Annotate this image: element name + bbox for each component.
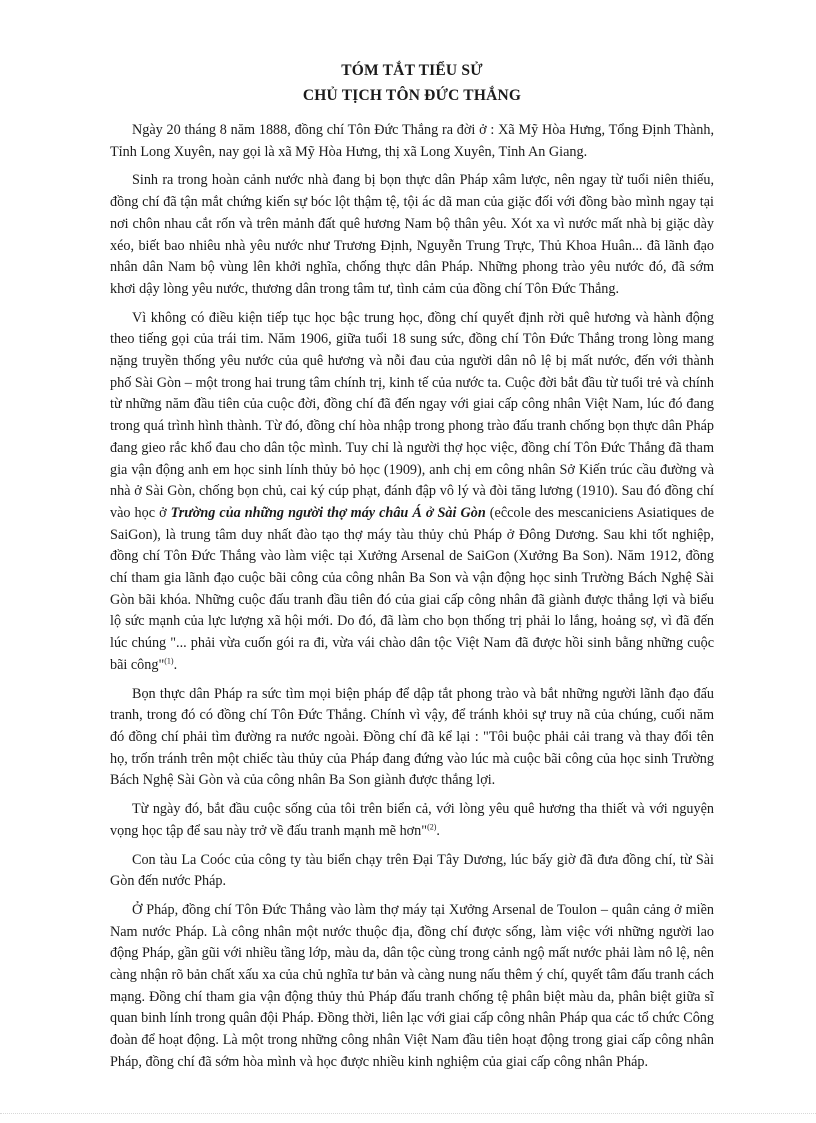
paragraph-sea-life-end: . <box>436 822 440 839</box>
paragraph-saigon <box>110 308 714 677</box>
footnote-marker: (2) <box>427 822 437 832</box>
school-name-emphasis: Trường của những người thợ máy châu Á ở Sài Gòn <box>170 504 486 521</box>
title-block <box>110 58 714 108</box>
paragraph-escape: Bọn thực dân Pháp ra sức tìm mọi biện pháp để dập tắt phong trào và bắt những người lãnh đạo đấu tranh, trong đó có đồng chí Tôn Đức Thắng. Chính vì vậy, để tránh khỏi sự truy nã của chúng, cuối năm đó đồng chí phải tìm đường ra nước ngoài. Đồng chí đã kể lại : "Tôi buộc phải cải trang và thay đổi tên họ, trốn tránh trên một chiếc tàu thủy của Pháp đang đứng vào lúc mà cuộc bãi công của học sinh Trường Bách Nghệ Sài Gòn và của công nhân Ba Son giành được thắng lợi. <box>110 685 714 789</box>
paragraph-saigon-end: . <box>173 656 178 673</box>
paragraph-saigon-text-before: Vì không có điều kiện tiếp tục học bậc trung học, đồng chí quyết định rời quê hương và hành động theo tiếng gọi của trái tim. Năm 1906, giữa tuổi 18 sung sức, đồng chí Tôn Đức Thắng trong lòng mang nặng truyền thống yêu nước của quê hương và nỗi đau của người dân nô lệ bị mất nước, đến với thành phố Sài Gòn – một trong hai trung tâm chính trị, kinh tế của nước ta. Cuộc đời bắt đầu từ tuổi trẻ và chính từ những năm đầu tiên của cuộc đời, đồng chí đã đến ngay với giai cấp công nhân Việt Nam, lúc đó đang trong quá trình hình thành. Từ đó, đồng chí hòa nhập trong phong trào đấu tranh chống bọn thực dân Pháp đang gieo rắc khổ đau cho dân tộc mình. Tuy chỉ là người thợ học việc, đồng chí Tôn Đức Thắng đã tham gia vận động anh em học sinh lính thủy bỏ học (1909), anh chị em công nhân Sở Kiến trúc cầu đường và nhà ở Sài Gòn, chống bọn chủ, cai ký cúp phạt, đánh đập vô lý và đòi tăng lương (1910). Sau đó đồng chí vào học ở <box>110 309 714 521</box>
paragraph-ship: Con tàu La Coóc của công ty tàu biển chạy trên Đại Tây Dương, lúc bấy giờ đã đưa đồng chí, từ Sài Gòn đến nước Pháp. <box>110 851 714 890</box>
paragraph-sea-life <box>110 799 714 842</box>
paragraph-saigon-text-after: (eĉcole des mescaniciens Asiatiques de SaiGon), là trung tâm duy nhất đào tạo thợ máy tàu thủy chủ Pháp ở Đông Dương. Sau khi tốt nghiệp, đồng chí Tôn Đức Thắng vào làm việc tại Xưởng Arsenal de SaiGon (Xưởng Ba Son). Năm 1912, đồng chí tham gia lãnh đạo cuộc bãi công của công nhân Ba Son và vận động học sinh Trường Bách Nghệ Sài Gòn bãi khóa. Những cuộc đấu tranh đầu tiên đó của giai cấp công nhân đã giành được thắng lợi và biểu lộ sức mạnh của lực lượng xã hội mới. Do đó, đã làm cho bọn thống trị phải lo lắng, hoảng sợ, vì đã đến lúc chúng "... phải vừa cuốn gói ra đi, vừa vái chào dân tộc Việt Nam đã được hồi sinh bằng những cuộc bãi công" <box>110 504 714 673</box>
footnote-marker: (1) <box>164 656 174 666</box>
paragraph-childhood: Sinh ra trong hoàn cảnh nước nhà đang bị bọn thực dân Pháp xâm lược, nên ngay từ tuổi niên thiếu, đồng chí đã tận mắt chứng kiến sự bóc lột thậm tệ, tội ác dã man của giặc đối với đồng bào mình ngay tại nơi chôn nhau cắt rốn và trên mảnh đất quê hương Nam bộ thân yêu. Xót xa vì nước mất nhà bị giặc dày xéo, biết bao nhiêu nhà yêu nước như Trương Định, Nguyễn Trung Trực, Thủ Khoa Huân... đã lãnh đạo nhân dân Nam bộ vùng lên khởi nghĩa, chống thực dân Pháp. Những phong trào yêu nước đó, đã sớm khơi dậy lòng yêu nước, thương dân trong tâm tư, tình cảm của đồng chí Tôn Đức Thắng. <box>110 172 714 297</box>
paragraph-france: Ở Pháp, đồng chí Tôn Đức Thắng vào làm thợ máy tại Xưởng Arsenal de Toulon – quân cảng ở miền Nam nước Pháp. Là công nhân một nước thuộc địa, đồng chí được sống, làm việc với những người lao động Pháp, gần gũi với nhiều tầng lớp, màu da, dân tộc cùng trong cảnh ngộ mất nước phải làm nô lệ, nên càng nhận rõ bản chất xấu xa của chủ nghĩa tư bản và càng nung nấu thêm ý chí, quyết tâm đấu tranh cách mạng. Đồng chí tham gia vận động thủy thủ Pháp đấu tranh chống tệ phân biệt màu da, phân biệt giữa sĩ quan binh lính trong quân đội Pháp. Đồng thời, liên lạc với giai cấp công nhân Pháp qua các tổ chức Công đoàn để hoạt động. Là một trong những công nhân Việt Nam đầu tiên hoạt động trong giai cấp công nhân Pháp, đồng chí đã sớm hòa mình và học được nhiều kinh nghiệm của giai cấp công nhân Pháp. <box>110 901 714 1070</box>
paragraph-birth: Ngày 20 tháng 8 năm 1888, đồng chí Tôn Đức Thắng ra đời ở : Xã Mỹ Hòa Hưng, Tổng Định Thành, Tỉnh Long Xuyên, nay gọi là xã Mỹ Hòa Hưng, thị xã Long Xuyên, Tỉnh An Giang. <box>110 122 714 160</box>
page-bottom-divider <box>0 1113 816 1114</box>
paragraph-sea-life-text: Từ ngày đó, bắt đầu cuộc sống của tôi trên biển cả, với lòng yêu quê hương tha thiết và với nguyện vọng học tập để sau này trở về đấu tranh mạnh mẽ hơn" <box>110 801 714 839</box>
document-title-line2: CHỦ TỊCH TÔN ĐỨC THẮNG <box>302 87 522 104</box>
document-title-line1: TÓM TẮT TIỂU SỬ <box>341 62 483 79</box>
